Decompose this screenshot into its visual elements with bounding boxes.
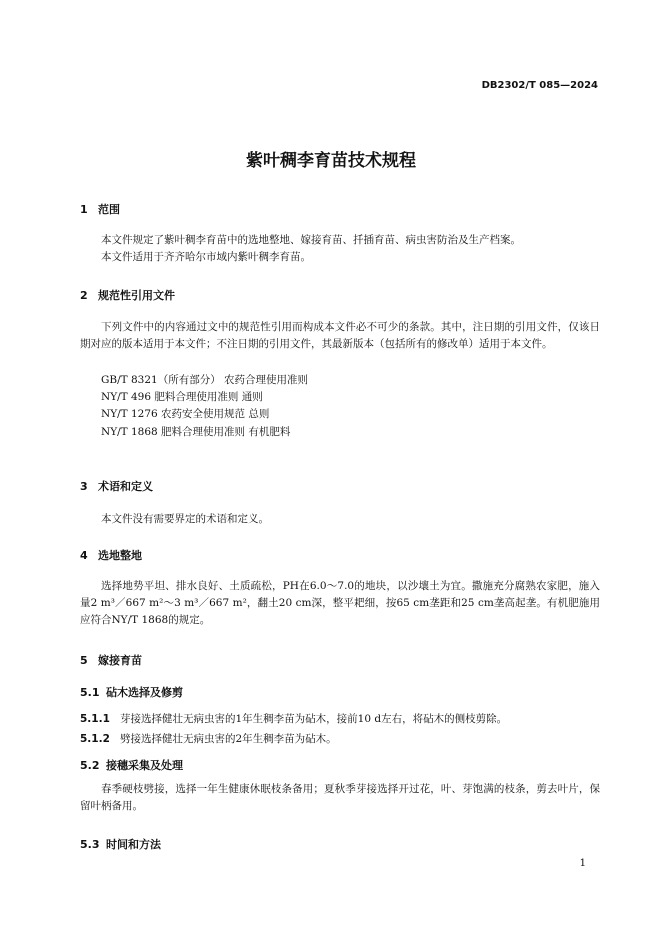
section-title: 术语和定义 — [98, 480, 153, 493]
section-heading — [80, 478, 153, 494]
section-number: 2 — [80, 289, 88, 302]
paragraph: 本文件规定了紫叶稠李育苗中的选地整地、嫁接育苗、扦插育苗、病虫害防治及生产档案。 — [101, 234, 521, 246]
subsection-number: 5.2 — [80, 759, 100, 772]
clause — [80, 711, 507, 726]
section-number: 3 — [80, 480, 88, 493]
section-title: 选地整地 — [98, 549, 142, 562]
section-heading — [80, 287, 175, 303]
section-number: 5 — [80, 654, 88, 667]
subsection-number: 5.3 — [80, 838, 100, 851]
page-number: 1 — [579, 858, 586, 869]
subsection-heading — [80, 836, 161, 852]
section-title: 规范性引用文件 — [98, 289, 175, 302]
reference-item: NY/T 1868 肥料合理使用准则 有机肥料 — [101, 426, 291, 438]
clause-number: 5.1.1 — [80, 713, 110, 725]
section-heading — [80, 547, 142, 563]
paragraph: 春季硬枝劈接，选择一年生健康休眠枝条备用；夏秋季芽接选择开过花，叶、芽饱满的枝条，剪去叶片，保留叶柄备用。 — [80, 783, 600, 812]
subsection-title: 时间和方法 — [106, 838, 161, 851]
section-title: 嫁接育苗 — [98, 654, 142, 667]
document-title: 紫叶稠李育苗技术规程 — [246, 151, 416, 171]
paragraph: 本文件没有需要界定的术语和定义。 — [101, 513, 269, 525]
subsection-heading — [80, 757, 183, 773]
clause — [80, 731, 337, 746]
paragraph: 本文件适用于齐齐哈尔市域内紫叶稠李育苗。 — [101, 251, 311, 263]
section-title: 范围 — [98, 203, 120, 216]
clause-text: 劈接选择健壮无病虫害的2年生稠李苗为砧木。 — [120, 733, 337, 745]
reference-item: NY/T 496 肥料合理使用准则 通则 — [101, 391, 263, 403]
paragraph: 选择地势平坦、排水良好、土质疏松，PH在6.0～7.0的地块，以沙壤土为宜。撒施充分腐熟农家肥，施入量2 m³／667 m²～3 m³／667 m²，翻土20 cm深，整平耙细，按65 cm垄距和25 cm垄高起垄。有机肥施用应符合NY/T 1868的规定。 — [80, 580, 600, 626]
document-number: DB2302/T 085—2024 — [481, 80, 598, 91]
section-heading — [80, 652, 142, 668]
section-number: 1 — [80, 203, 88, 216]
clause-text: 芽接选择健壮无病虫害的1年生稠李苗为砧木，接前10 d左右，将砧木的侧枝剪除。 — [120, 713, 508, 725]
clause-number: 5.1.2 — [80, 733, 110, 745]
subsection-number: 5.1 — [80, 686, 100, 699]
section-heading — [80, 201, 120, 217]
reference-item: NY/T 1276 农药安全使用规范 总则 — [101, 408, 270, 420]
subsection-title: 砧木选择及修剪 — [106, 686, 183, 699]
subsection-heading — [80, 684, 183, 700]
subsection-title: 接穗采集及处理 — [106, 759, 183, 772]
reference-item: GB/T 8321（所有部分） 农药合理使用准则 — [101, 374, 309, 386]
section-number: 4 — [80, 549, 88, 562]
paragraph: 下列文件中的内容通过文中的规范性引用而构成本文件必不可少的条款。其中，注日期的引用文件，仅该日期对应的版本适用于本文件；不注日期的引用文件，其最新版本（包括所有的修改单）适用于本文件。 — [80, 321, 600, 350]
